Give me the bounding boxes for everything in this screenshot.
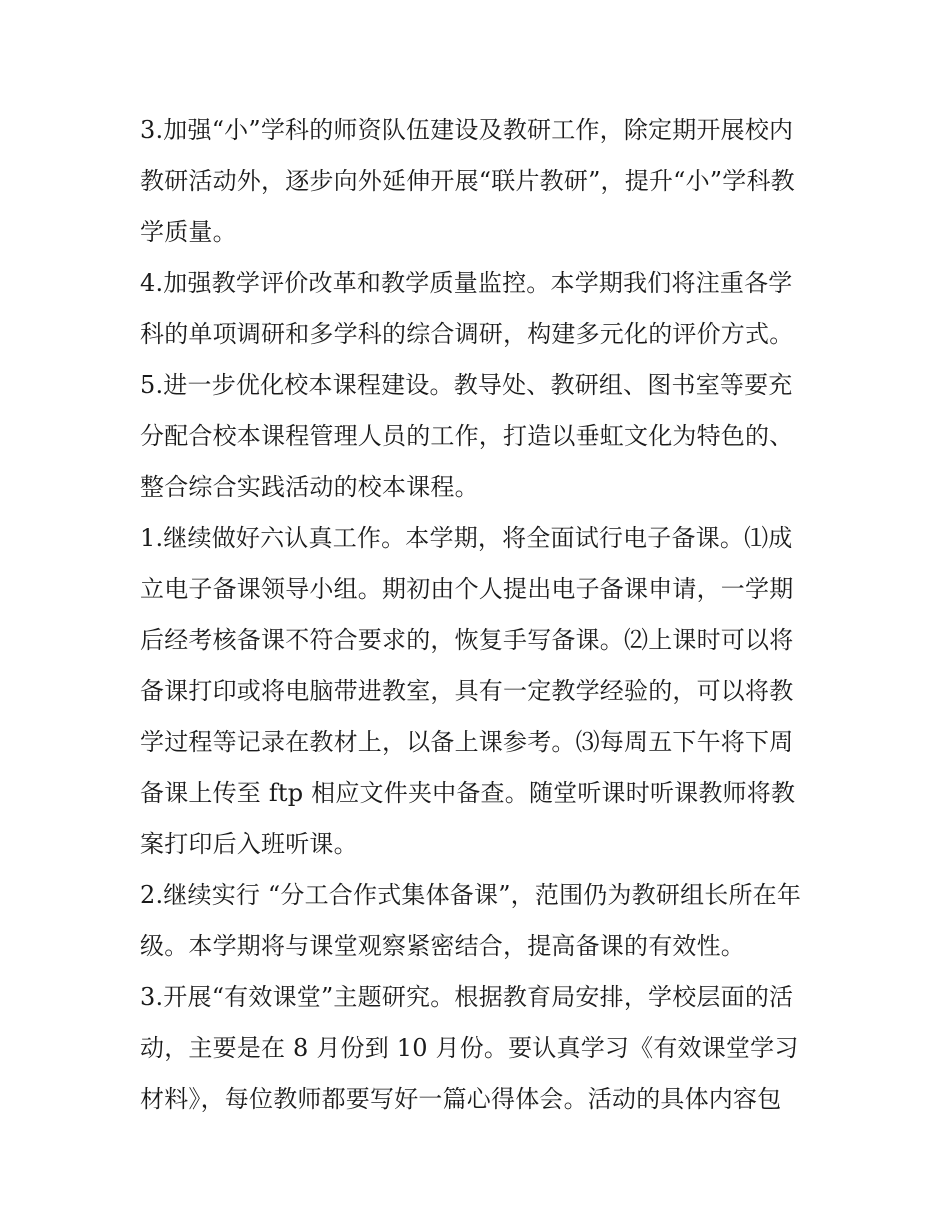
text-line: 整合综合实践活动的校本课程。 xyxy=(140,473,479,501)
text-line: 学质量。 xyxy=(140,218,237,246)
text-line: 案打印后入班听课。 xyxy=(140,830,358,858)
text-line: 备课打印或将电脑带进教室，具有一定教学经验的，可以将教 xyxy=(140,677,794,705)
text-line: 备课上传至 ftp 相应文件夹中备查。随堂听课时听课教师将教 xyxy=(140,779,796,807)
text-line: 科的单项调研和多学科的综合调研，构建多元化的评价方式。 xyxy=(140,320,794,348)
text-line: 2.继续实行 “分工合作式集体备课”，范围仍为教研组长所在年 xyxy=(140,881,802,909)
text-line: 材料》，每位教师都要写好一篇心得体会。活动的具体内容包 xyxy=(140,1085,782,1113)
text-line: 学过程等记录在教材上，以备上课参考。⑶每周五下午将下周 xyxy=(140,728,794,756)
text-line: 级。本学期将与课堂观察紧密结合，提高备课的有效性。 xyxy=(140,932,745,960)
text-line: 教研活动外，逐步向外延伸开展“联片教研”，提升“小”学科教 xyxy=(140,167,795,195)
text-line: 动，主要是在 8 月份到 10 月份。要认真学习《有效课堂学习 xyxy=(140,1034,799,1062)
document-body xyxy=(140,110,820,1130)
text-line: 3.开展“有效课堂”主题研究。根据教育局安排，学校层面的活 xyxy=(140,983,794,1011)
text-line: 后经考核备课不符合要求的，恢复手写备课。⑵上课时可以将 xyxy=(140,626,794,654)
text-line: 1.继续做好六认真工作。本学期，将全面试行电子备课。⑴成 xyxy=(140,524,793,552)
text-line: 3.加强“小”学科的师资队伍建设及教研工作，除定期开展校内 xyxy=(140,116,794,144)
text-line: 4.加强教学评价改革和教学质量监控。本学期我们将注重各学 xyxy=(140,269,793,297)
text-line: 立电子备课领导小组。期初由个人提出电子备课申请，一学期 xyxy=(140,575,794,603)
text-line: 5.进一步优化校本课程建设。教导处、教研组、图书室等要充 xyxy=(140,371,793,399)
text-line: 分配合校本课程管理人员的工作，打造以垂虹文化为特色的、 xyxy=(140,422,794,450)
